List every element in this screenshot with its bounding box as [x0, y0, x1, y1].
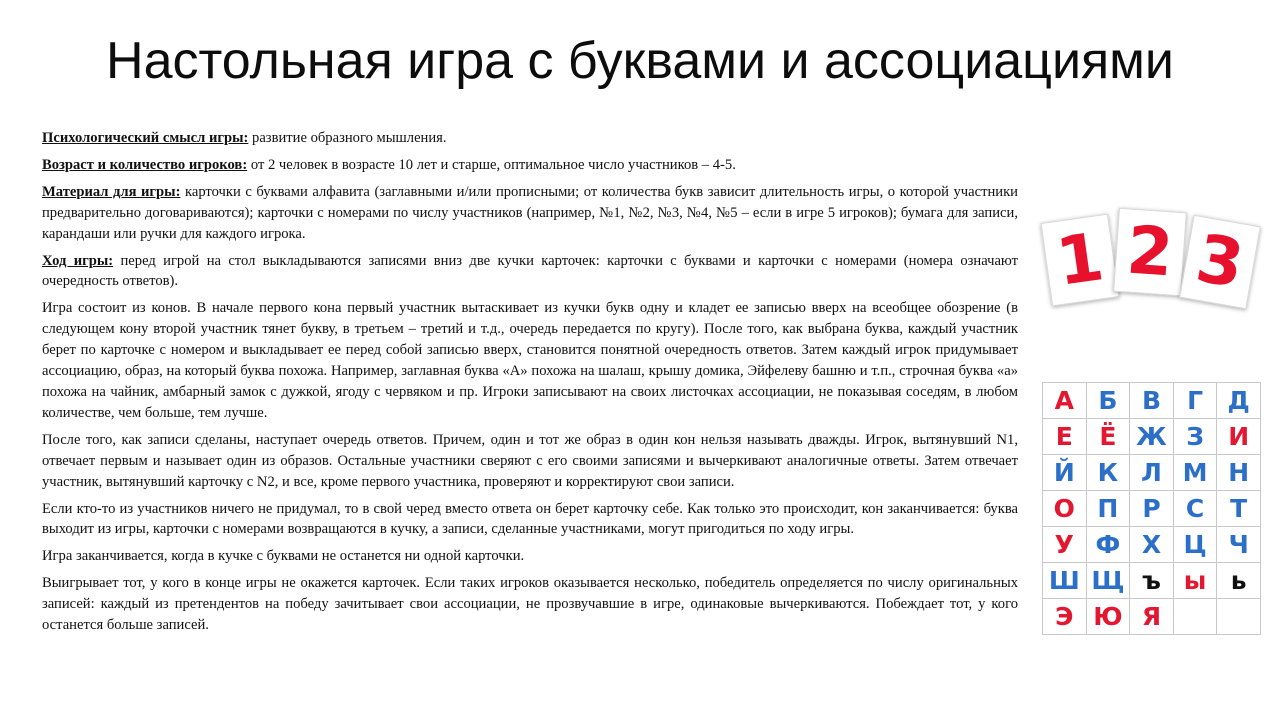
paragraph-material [42, 182, 1018, 245]
number-card-digit: 1 [1051, 218, 1109, 301]
alphabet-letter: Р [1130, 491, 1174, 527]
alphabet-letter: Э [1043, 599, 1087, 635]
alphabet-letter: И [1217, 419, 1261, 455]
alphabet-letter: ь [1217, 563, 1261, 599]
alphabet-letter: Б [1087, 383, 1131, 419]
paragraph-text: Игра состоит из конов. В начале первого кона первый участник вытаскивает из кучки букв одну и кладет ее записью вверх на всеобщее обозрение (в следующем кону второй участник тянет букву, в третьем – третий и т.д., очередь передается по кругу). После того, как выбрана буква, каждый участник берет по карточке с номером и выкладывает ее перед собой записью вверх, становится понятной очередность ответов. Затем каждый игрок придумывает ассоциацию, образ, на который буква похожа. Например, заглавная буква «А» похожа на шалаш, крышу домика, Эйфелеву башню и т.п., строчная буква «а» похожа на чайник, амбарный замок с дужкой, ягоду с червяком и пр. Игроки записывают на своих листочках ассоциации, не показывая соседям, в любом количестве, чем больше, тем лучше. [42, 300, 1018, 421]
alphabet-letter: Ф [1087, 527, 1131, 563]
alphabet-letter [1217, 599, 1261, 635]
alphabet-letter: Ц [1174, 527, 1218, 563]
paragraph-rounds [42, 298, 1018, 423]
paragraph-course [42, 251, 1018, 293]
alphabet-letter: С [1174, 491, 1218, 527]
alphabet-letter: Е [1043, 419, 1087, 455]
alphabet-letter: Г [1174, 383, 1218, 419]
paragraph-text: Игра заканчивается, когда в кучке с буквами не останется ни одной карточки. [42, 548, 525, 565]
number-card [1113, 208, 1187, 297]
paragraph-end [42, 546, 1018, 567]
paragraph-text: Если кто-то из участников ничего не придумал, то в свой черед вместо ответа он берет карточку себе. Как только это происходит, кон заканчивается: буква выходит из игры, карточки с номерами возвращаются в кучку, а записи, сделанные участниками, могут пригодиться по ходу игры. [42, 500, 1018, 538]
page-title: Настольная игра с буквами и ассоциациями [106, 32, 1174, 90]
alphabet-letter: Ш [1043, 563, 1087, 599]
paragraph-no-answer [42, 499, 1018, 541]
alphabet-letter: Т [1217, 491, 1261, 527]
paragraph-answers [42, 430, 1018, 493]
number-card-digit: 2 [1124, 211, 1176, 292]
number-card [1179, 215, 1261, 310]
alphabet-letter: Н [1217, 455, 1261, 491]
alphabet-grid [1042, 382, 1261, 635]
alphabet-letter: Щ [1087, 563, 1131, 599]
alphabet-letter: З [1174, 419, 1218, 455]
alphabet-letter: Ж [1130, 419, 1174, 455]
paragraph-age [42, 155, 1018, 176]
alphabet-letter: ъ [1130, 563, 1174, 599]
rules-text [42, 128, 1018, 642]
paragraph-winner [42, 573, 1018, 636]
paragraph-text: карточки с буквами алфавита (заглавными и/или прописными; от количества букв зависит длительность игры, о которой участники предварительно договариваются); карточки с номерами по числу участников (например, №1, №2, №3, №4, №5 – если в игре 5 игроков); бумага для записи, карандаши или ручки для каждого игрока. [42, 183, 1018, 242]
alphabet-letter: ы [1174, 563, 1218, 599]
alphabet-letter: М [1174, 455, 1218, 491]
paragraph-label: Психологический смысл игры: [42, 130, 249, 146]
alphabet-letter: К [1087, 455, 1131, 491]
paragraph-text: Выигрывает тот, у кого в конце игры не окажется карточек. Если таких игроков оказывается несколько, победитель определяется по числу оригинальных записей: каждый из претендентов на победу зачитывает свои ассоциации, не прозвучавшие в игре, одинаковые вычеркиваются. Побеждает тот, у кого останется больше записей. [42, 575, 1018, 634]
number-card-digit: 3 [1190, 219, 1250, 304]
alphabet-letter: У [1043, 527, 1087, 563]
paragraph-text: развитие образного мышления. [248, 130, 447, 146]
alphabet-letter: В [1130, 383, 1174, 419]
paragraph-text: перед игрой на стол выкладываются записями вниз две кучки карточек: карточки с буквами и карточки с номерами (номера означают очередность ответов). [42, 252, 1019, 290]
number-cards-image [1040, 208, 1258, 310]
number-card [1040, 214, 1119, 307]
alphabet-letter: Ю [1087, 599, 1131, 635]
alphabet-letter: Ч [1217, 527, 1261, 563]
alphabet-letter: Ё [1087, 419, 1131, 455]
paragraph-text: от 2 человек в возрасте 10 лет и старше, оптимальное число участников – 4-5. [247, 156, 736, 173]
paragraph-label: Ход игры: [42, 252, 114, 269]
paragraph-label: Возраст и количество игроков: [42, 156, 248, 173]
alphabet-letter: Й [1043, 455, 1087, 491]
alphabet-letter: П [1087, 491, 1131, 527]
alphabet-letter: Л [1130, 455, 1174, 491]
alphabet-letter: Д [1217, 383, 1261, 419]
alphabet-letter: О [1043, 491, 1087, 527]
paragraph-label: Материал для игры: [42, 183, 181, 200]
paragraph-text: После того, как записи сделаны, наступает очередь ответов. Причем, один и тот же образ в один кон нельзя называть дважды. Игрок, вытянувший N1, отвечает первым и называет один из образов. Остальные участники сверяют с его своими записями и вычеркивают аналогичные ответы. Затем отвечает участник, вытянувший карточку с N2, и все, кроме первого участника, проверяют и корректируют свои записи. [42, 431, 1018, 490]
alphabet-letter: Я [1130, 599, 1174, 635]
alphabet-letter: А [1043, 383, 1087, 419]
alphabet-letter: Х [1130, 527, 1174, 563]
paragraph-meaning [42, 128, 1018, 149]
alphabet-letter [1174, 599, 1218, 635]
